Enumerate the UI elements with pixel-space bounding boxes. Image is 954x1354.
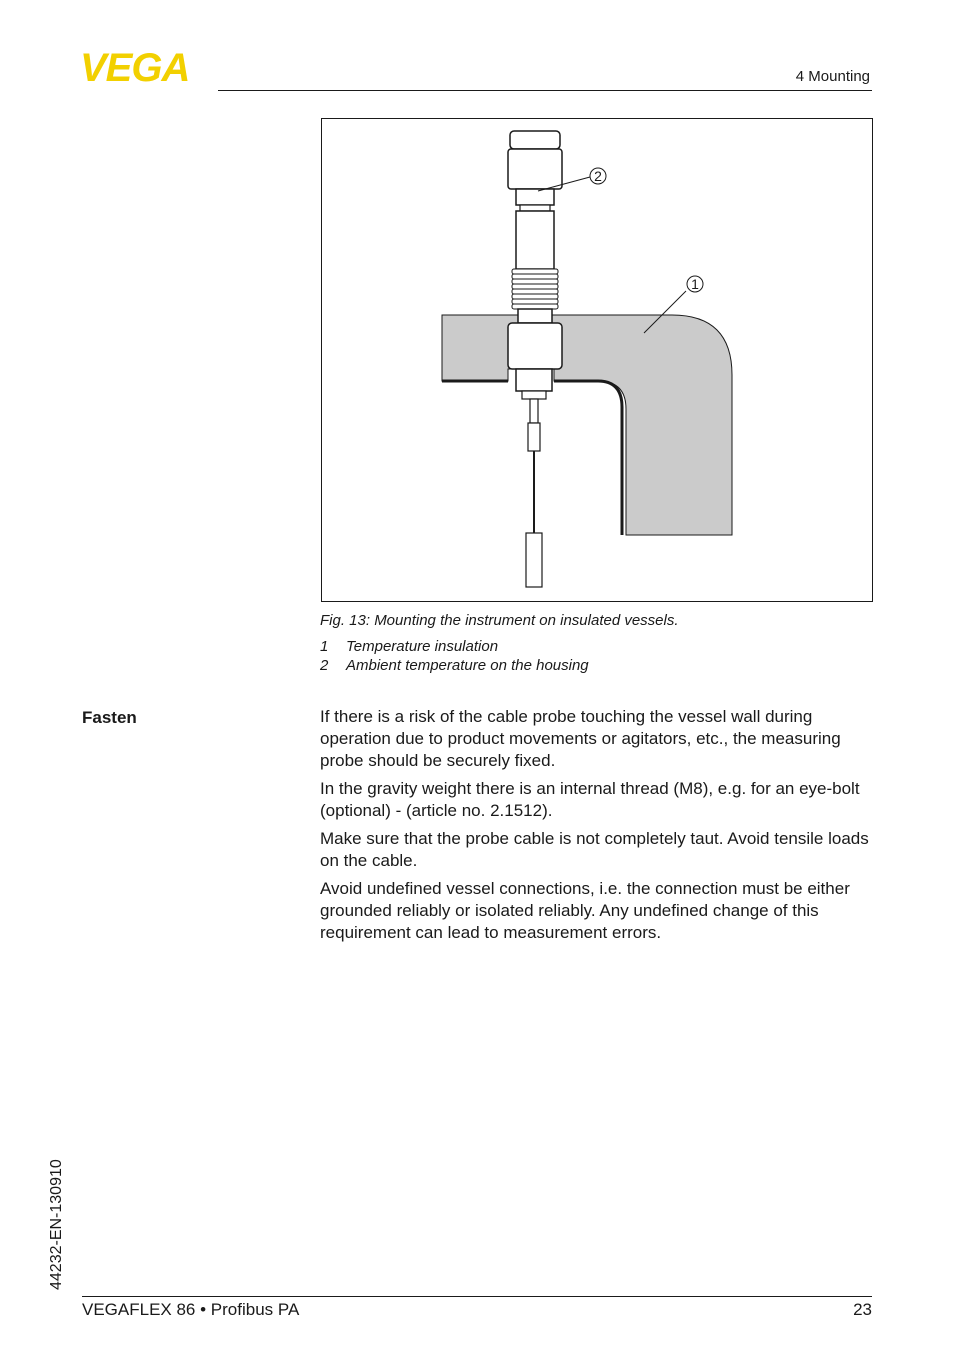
legend-number: 1 bbox=[320, 638, 329, 655]
legend-text: Ambient temperature on the housing bbox=[346, 657, 589, 674]
legend-item bbox=[320, 637, 589, 656]
legend-number: 2 bbox=[320, 657, 329, 674]
paragraph: If there is a risk of the cable probe touching the vessel wall during operation due to product movements or agitators, etc., the measuring probe should be securely fixed. bbox=[320, 707, 841, 770]
mounting-diagram bbox=[322, 119, 874, 603]
housing-lid bbox=[510, 131, 560, 149]
probe-rod bbox=[530, 399, 538, 423]
document-id: 44232-EN-130910 bbox=[48, 1159, 65, 1290]
thread-lower bbox=[522, 391, 546, 399]
probe-coupling bbox=[528, 423, 540, 451]
header-divider bbox=[218, 90, 872, 91]
housing-ring bbox=[520, 205, 550, 211]
extension-tube bbox=[516, 211, 554, 269]
footer-divider bbox=[82, 1296, 872, 1297]
legend-item bbox=[320, 656, 589, 675]
mounting-figure bbox=[321, 118, 873, 602]
product-name: VEGAFLEX 86 • Profibus PA bbox=[82, 1300, 300, 1319]
page-number: 23 bbox=[853, 1300, 872, 1319]
section-heading: Fasten bbox=[82, 708, 137, 727]
callout-2: 2 bbox=[594, 168, 602, 184]
vega-logo bbox=[80, 48, 212, 84]
fitting-top bbox=[518, 309, 552, 323]
figure-legend bbox=[320, 637, 589, 675]
section-title: 4 Mounting bbox=[795, 68, 870, 85]
housing-neck bbox=[516, 189, 554, 205]
fitting-body bbox=[508, 323, 562, 369]
temperature-insulation bbox=[442, 315, 732, 535]
paragraph: In the gravity weight there is an internal thread (M8), e.g. for an eye-bolt (optional) - (article no. 2.1512). bbox=[320, 779, 860, 820]
gravity-weight bbox=[526, 533, 542, 587]
cooling-fins bbox=[512, 269, 558, 309]
figure-caption: Fig. 13: Mounting the instrument on insulated vessels. bbox=[320, 612, 679, 629]
paragraph: Avoid undefined vessel connections, i.e. the connection must be either grounded reliably or isolated reliably. Any undefined change of this requirement can lead to measurement errors. bbox=[320, 879, 850, 942]
legend-text: Temperature insulation bbox=[346, 638, 499, 655]
callout-1: 1 bbox=[691, 276, 699, 292]
svg-text:VEGA: VEGA bbox=[80, 48, 190, 84]
section-body bbox=[320, 706, 876, 950]
housing-body bbox=[508, 149, 562, 189]
thread bbox=[516, 369, 552, 391]
paragraph: Make sure that the probe cable is not completely taut. Avoid tensile loads on the cable. bbox=[320, 829, 869, 870]
